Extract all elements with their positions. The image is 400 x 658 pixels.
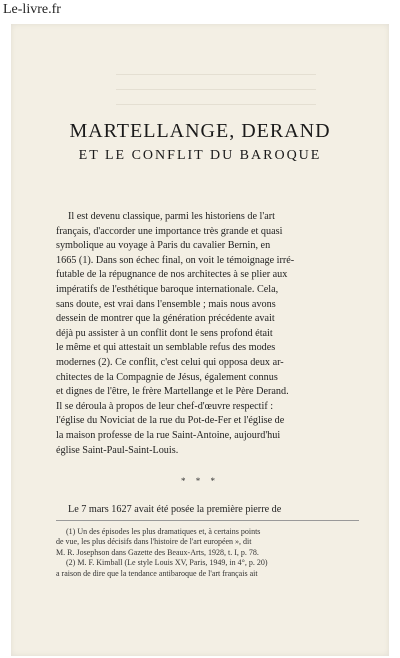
body-line: Il est devenu classique, parmi les historiens de l'art [68, 211, 275, 222]
footnote-line: a raison de dire que la tendance antibaroque de l'art français ait [56, 568, 258, 578]
body-line: dessein de montrer que la génération précédente avait [56, 313, 275, 325]
body-line: modernes (2). Ce conflit, c'est celui qui opposa deux ar- [56, 356, 284, 368]
footnotes [56, 527, 359, 579]
bleed-through-lines [116, 74, 316, 119]
section-separator: * * * [181, 476, 219, 486]
footnote-line: (2) M. F. Kimball (Le style Louis XV, Paris, 1949, in 4°, p. 20) [66, 558, 268, 568]
footnote-line: de vue, les plus décisifs dans l'histoire de l'art européen », dit [56, 537, 252, 547]
body-paragraph [56, 210, 359, 458]
body-line: Il se déroula à propos de leur chef-d'œuvre respectif : [56, 400, 274, 412]
body-line: impératifs de l'esthétique baroque internationale. Cela, [56, 283, 279, 295]
body-line: l'église du Noviciat de la rue du Pot-de-Fer et l'église de [56, 415, 285, 427]
page-title: MARTELLANGE, DERAND [69, 120, 331, 142]
body-line: le même et qui attestait un semblable refus des modes [56, 342, 276, 354]
body-line: symbolique au voyage à Paris du cavalier Bernin, en [56, 240, 271, 252]
footnote-line: (1) Un des épisodes les plus dramatiques et, à certains points [66, 527, 261, 536]
body-line: 1665 (1). Dans son échec final, on voit le témoignage irré- [56, 254, 295, 266]
body-line: déjà pu assister à un conflit dont le sens profond était [56, 327, 273, 339]
watermark-logo: Le-livre.fr [3, 2, 61, 17]
second-paragraph-start: Le 7 mars 1627 avait été posée la première pierre de [68, 504, 282, 515]
body-line: chitectes de la Compagnie de Jésus, également connus [56, 371, 278, 383]
footnote-divider [56, 520, 359, 521]
body-line: sans doute, est vrai dans l'ensemble ; mais nous avons [56, 298, 276, 310]
body-line: église Saint-Paul-Saint-Louis. [56, 444, 179, 456]
book-page [11, 24, 389, 656]
footnote-line: M. R. Josephson dans Gazette des Beaux-Arts, 1928, t. I, p. 78. [56, 547, 259, 557]
body-line: la maison professe de la rue Saint-Antoine, aujourd'hui [56, 429, 281, 441]
body-line: futable de la répugnance de nos architectes à se plier aux [56, 269, 288, 281]
body-line: et dignes de l'être, le frère Martellange et le Père Derand. [56, 386, 289, 398]
body-line: français, d'accorder une importance très grande et quasi [56, 225, 283, 237]
page-subtitle: ET LE CONFLIT DU BAROQUE [78, 148, 322, 163]
